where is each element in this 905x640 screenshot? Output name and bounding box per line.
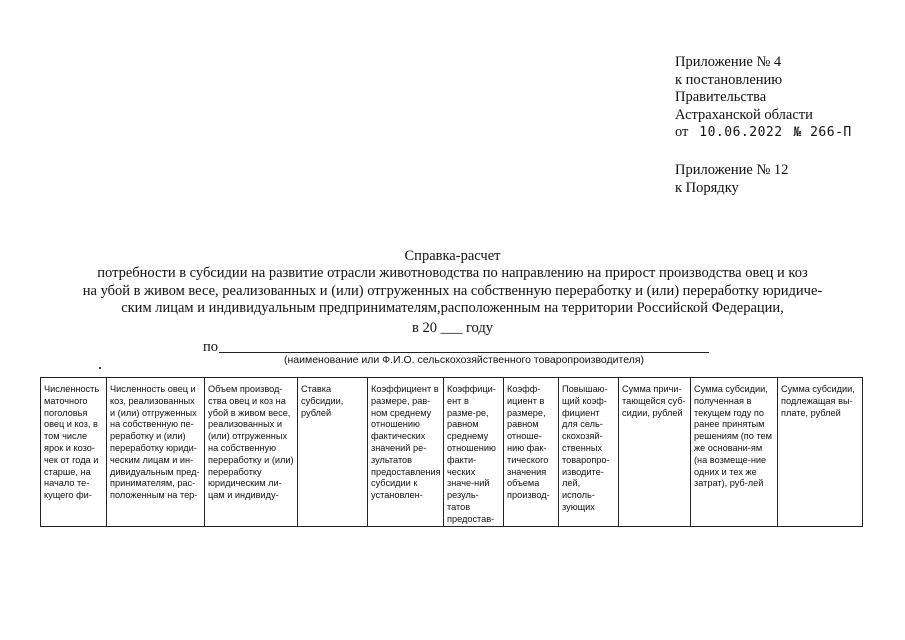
appendix-line: к постановлению bbox=[675, 71, 783, 88]
producer-name-caption: (наименование или Ф.И.О. сельскохозяйственного товаропроизводителя) bbox=[283, 354, 645, 366]
table-header-cell: Сумма причи-тающейся суб-сидии, рублей bbox=[619, 378, 691, 527]
appendix-block bbox=[675, 54, 852, 142]
subtitle-line: потребности в субсидии на развитие отрасли животноводства по направлению на прирост производства овец и коз bbox=[97, 265, 808, 281]
table-header-cell: Численность маточного поголовья овец и коз, в том числе ярок и козо-чек от года и старше, на начало те-кущего фи- bbox=[41, 378, 107, 527]
table-header-cell: Ставка субсидии, рублей bbox=[298, 378, 368, 527]
table-header-cell: Коэфф-ициент в размере, равном отноше-нию фак-тического значения объема производ- bbox=[504, 378, 559, 527]
document-title: Справка-расчет bbox=[404, 248, 501, 264]
table-header-cell: Повышаю-щий коэф-фициент для сель-скохозяй-ственных товаропро-изводите-лей, исполь-зующих bbox=[559, 378, 619, 527]
appendix-secondary-block bbox=[675, 162, 788, 197]
table-header-row bbox=[41, 378, 863, 527]
calculation-table bbox=[40, 377, 863, 527]
document-subtitle bbox=[40, 265, 865, 318]
subtitle-line: на убой в живом весе, реализованных и (или) отгруженных на собственную переработку и (или) переработку юридиче- bbox=[82, 282, 823, 299]
table-header-cell: Объем производ-ства овец и коз на убой в живом весе, реализованных и (или) отгруженных на собственную переработку и (или) переработку юридическим ли-цам и индивиду- bbox=[205, 378, 298, 527]
table-header-cell: Сумма субсидии, подлежащая вы-плате, рублей bbox=[778, 378, 863, 527]
document-number: № 266-П bbox=[793, 125, 852, 140]
table-header-cell: Сумма субсидии, полученная в текущем году по ранее принятым решениям (по тем же основани-ям (на возмеще-ние одних и тех же затрат), руб-лей bbox=[691, 378, 778, 527]
po-label: по bbox=[203, 339, 219, 355]
table-header-cell: Численность овец и коз, реализованных и (или) отгруженных на собственную пе-реработку и (или) переработку юриди-ческим лицам и ин-дивидуальным пред-принимателям, рас-положенным на тер- bbox=[107, 378, 205, 527]
scan-speck bbox=[99, 367, 101, 369]
appendix-secondary-line: к Порядку bbox=[675, 179, 739, 196]
table-header-cell: Коэффициент в размере, рав-ном среднему отношению фактических значений ре-зультатов предоставления субсидии к установлен- bbox=[368, 378, 444, 527]
appendix-line: Правительства bbox=[675, 89, 767, 105]
year-line: в 20 ___ году bbox=[411, 320, 494, 336]
appendix-line: Приложение № 4 bbox=[675, 54, 782, 70]
appendix-line: Астраханской области bbox=[675, 106, 813, 123]
table-header-cell: Коэффици-ент в разме-ре, равном среднему отношению факти-ческих значе-ний резуль-татов предостав- bbox=[444, 378, 504, 527]
appendix-secondary-line: Приложение № 12 bbox=[675, 162, 789, 178]
date-prefix: от bbox=[675, 124, 689, 140]
date-value: 10.06.2022 bbox=[699, 125, 783, 140]
appendix-date-line bbox=[675, 124, 852, 142]
producer-name-rule bbox=[219, 352, 709, 353]
subtitle-line: ским лицам и индивидуальным предпринимателям,расположенным на территории Российской Федерации, bbox=[121, 300, 784, 316]
